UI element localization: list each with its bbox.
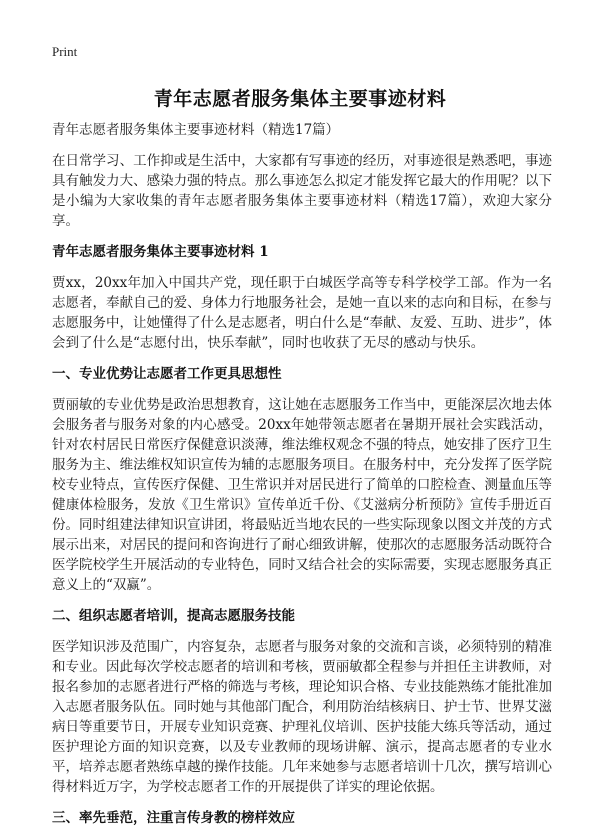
document-subtitle: 青年志愿者服务集体主要事迹材料（精选17篇） bbox=[52, 122, 340, 138]
document-body bbox=[52, 120, 552, 839]
section-1-paragraph: 贾xx，20xx年加入中国共产党，现任职于白城医学高等专科学校学工部。作为一名志愿者，奉献自己的爱、身体力行地服务社会，是她一直以来的志向和目标，在参与志愿服务中，让她懂得了什么是志愿者，明白什么是“奉献、友爱、互助、进步”，体会到了什么是“志愿付出，快乐奉献”，同时也收获了无尽的感动与快乐。 bbox=[52, 275, 552, 351]
print-link[interactable]: Print bbox=[52, 44, 78, 59]
section-heading-1: 青年志愿者服务集体主要事迹材料 1 bbox=[52, 244, 269, 260]
intro-paragraph: 在日常学习、工作抑或是生活中，大家都有写事迹的经历，对事迹很是熟悉吧，事迹具有触发力大、感染力强的特点。那么事迹怎么拟定才能发挥它最大的作用呢？以下是小编为大家收集的青年志愿者服务集体主要事迹材料（精选17篇），欢迎大家分享。 bbox=[52, 153, 552, 229]
paragraph-professional-advantage: 贾丽敏的专业优势是政治思想教育，这让她在志愿服务工作当中，更能深层次地去体会服务者与服务对象的内心感受。20xx年她带领志愿者在暑期开展社会实践活动，针对农村居民日常医疗保健意识淡薄，维法维权观念不强的特点，她安排了医疗卫生服务为主、维法维权知识宣传为辅的志愿服务项目。在服务村中，充分发挥了医学院校专业特点，宣传医疗保健、卫生常识并对居民进行了简单的口腔检查、测量血压等健康体检服务，发放《卫生常识》宣传单近千份、《艾滋病分析预防》宣传手册近百份。同时组建法律知识宣讲团，将最贴近当地农民的一些实际现象以图文并茂的方式展示出来，对居民的提问和咨询进行了耐心细致讲解，使那次的志愿服务活动既符合医学院校学生开展活动的专业特色，同时又结合社会的实际需要，实现志愿服务真正意义上的“双赢”。 bbox=[52, 397, 552, 593]
subheading-lead-by-example: 三、率先垂范，注重言传身教的榜样效应 bbox=[52, 810, 295, 826]
page-title: 青年志愿者服务集体主要事迹材料 bbox=[153, 88, 447, 110]
subheading-volunteer-training: 二、组织志愿者培训，提高志愿服务技能 bbox=[52, 608, 295, 624]
paragraph-volunteer-training: 医学知识涉及范围广，内容复杂，志愿者与服务对象的交流和言谈，必须特别的精准和专业。因此每次学校志愿者的培训和考核，贾丽敏都全程参与并担任主讲教师，对报名参加的志愿者进行严格的筛选与考核，理论知识合格、专业技能熟练才能批准加入志愿者服务队伍。同时她与其他部门配合，利用防治结核病日、护士节、世界艾滋病日等重要节日，开展专业知识竞赛、护理礼仪培训、医护技能大练兵等活动，通过医护理论方面的知识竞赛，以及专业教师的现场讲解、演示，提高志愿者的专业水平，培养志愿者熟练卓越的操作技能。几年来她参与志愿者培训十几次，撰写培训心得材料近万字，为学校志愿者工作的开展提供了详实的理论依据。 bbox=[52, 639, 552, 795]
subheading-professional-advantage: 一、专业优势让志愿者工作更具思想性 bbox=[52, 366, 282, 382]
